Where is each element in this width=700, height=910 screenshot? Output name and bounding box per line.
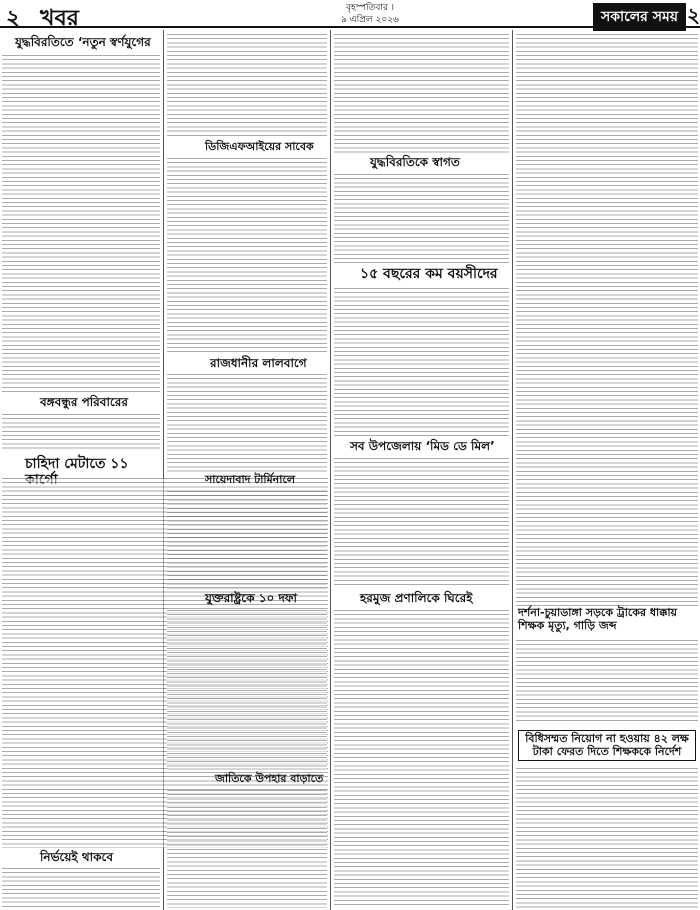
article-body (167, 610, 327, 770)
article-body (167, 790, 327, 908)
article-body (334, 174, 509, 264)
page-number: ২ (6, 5, 21, 31)
headline-lalbagh: রাজধানীর লালবাগে (210, 356, 307, 370)
article-body (516, 640, 698, 722)
column-rule (330, 30, 331, 910)
headline-ceasefire-welcome: যুদ্ধবিরতিকে স্বাগত (370, 155, 460, 169)
issue-day: বৃহস্পতিবার । (345, 3, 395, 13)
headline-teacher-refund: বিধিসম্মত নিয়োগ না হওয়ায় ৪২ লক্ষ টাকা ফেরত দিতে শিক্ষককে নির্দেশ (518, 730, 696, 761)
issue-date-text: ৯ এপ্রিল ২০২৬ (341, 15, 399, 25)
article-body (167, 158, 327, 354)
headline-golden-age: যুদ্ধবিরতিতে ‘নতুন স্বর্ণযুগের (15, 35, 151, 49)
headline-hormuz: হরমুজ প্রণালিকে ঘিরেই (360, 591, 473, 605)
section-title: খবর (40, 5, 79, 31)
article-body (334, 34, 509, 154)
headline-under-15: ১৫ বছরের কম বয়সীদের (360, 266, 498, 282)
article-body (167, 34, 327, 138)
article-body (2, 414, 160, 450)
article-body (167, 491, 327, 589)
article-body (334, 288, 509, 436)
article-body (516, 34, 698, 606)
page-number-right: ২ (686, 3, 700, 27)
masthead (0, 0, 700, 31)
headline-sayedabad-terminal: সায়েদাবাদ টার্মিনালে (205, 473, 296, 486)
headline-cargo: চাহিদা মেটাতে ১১ (25, 456, 129, 472)
article-body (334, 458, 509, 586)
headline-dgfi-former: ডিজিএফআইয়ের সাবেক (205, 140, 314, 153)
article-body (2, 55, 160, 392)
article-body (2, 868, 160, 908)
headline-truck-accident: দর্শনা-চুয়াডাঙ্গা সড়কে ট্রাকের ধাক্কায় শিক্ষক মৃত্যু, গাড়ি জব্দ (518, 606, 677, 632)
headline-nation-gift: জাতিকে উপহার বাড়াতে (215, 772, 324, 785)
headline-bangabandhu-family: বঙ্গবন্ধুর পরিবারের (40, 395, 128, 409)
article-body (167, 374, 327, 472)
article-body (516, 768, 698, 908)
newspaper-logo: সকালের সময় (593, 3, 686, 31)
issue-date (300, 2, 440, 26)
column-rule (512, 30, 513, 910)
article-body (334, 610, 509, 908)
headline-usa-10-points: যুক্তরাষ্ট্রকে ১০ দফা (205, 591, 298, 605)
headline-fearless: নির্ভয়েই থাকবে (40, 850, 113, 864)
headline-mid-day-meal: সব উপজেলায় ‘মিড ডে মিল’ (350, 439, 495, 453)
